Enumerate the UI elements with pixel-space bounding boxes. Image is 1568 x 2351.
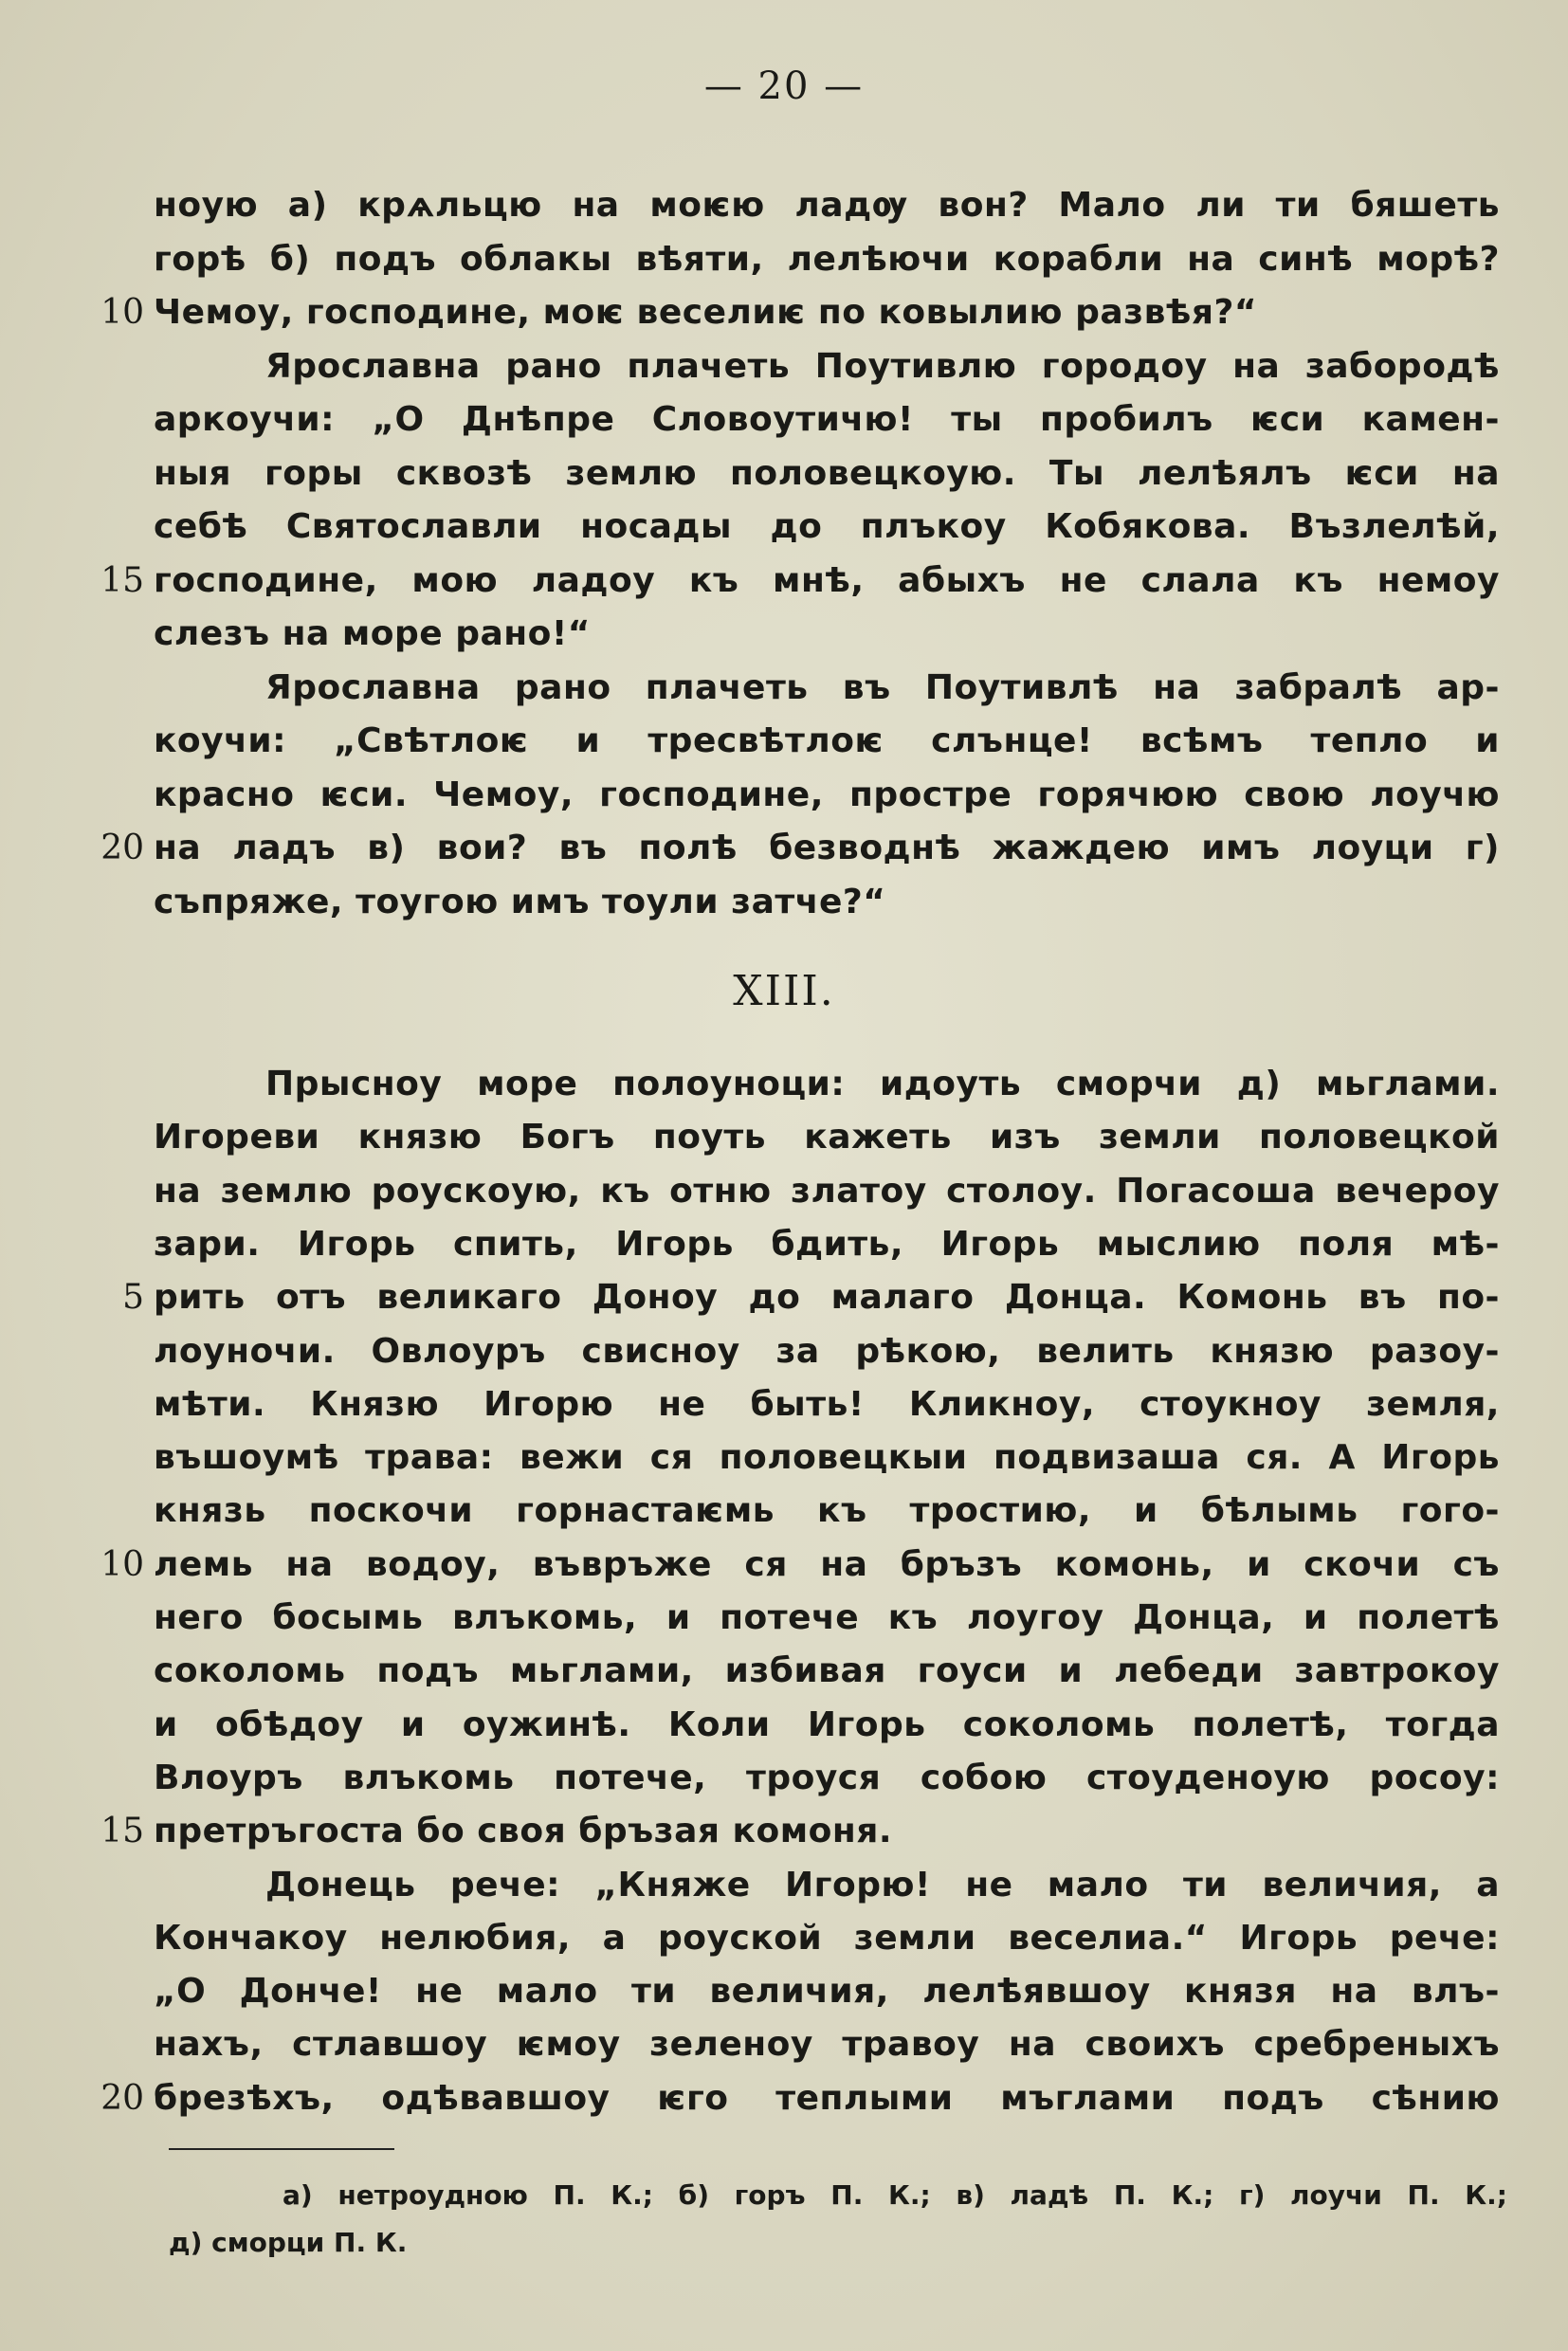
text-line: и обѣдоу и оужинѣ. Коли Игорь соколомь полетѣ, тогда xyxy=(154,1704,1500,1744)
footnote-line: д) сморци П. К. xyxy=(169,2227,408,2258)
page-number: — 20 — xyxy=(703,64,865,108)
text-line: слезъ на море рано!“ xyxy=(154,614,591,653)
text-line: себѣ Святославли носады до плъкоу Кобякова. Възлелѣй, xyxy=(154,507,1500,546)
text-line: нахъ, стлавшоу ѥмоу зеленоу травоу на своихъ сребреныхъ xyxy=(154,2025,1500,2065)
text-line: на землю роускоую, къ отню златоу столоу. Погасоша вечероу xyxy=(154,1171,1500,1211)
text-line: Донець рече: „Княже Игорю! не мало ти величия, а xyxy=(265,1865,1500,1904)
text-line: него босымь влъкомь, и потече къ лоугоу Донца, и полетѣ xyxy=(154,1598,1500,1637)
text-line: съпряже, тоугою имъ тоули затче?“ xyxy=(154,882,886,921)
text-line: Игореви князю Богъ поуть кажеть изъ земли половецкой xyxy=(154,1118,1500,1157)
text-line: Чемоу, господине, моѥ веселиѥ по ковылию развѣя?“ xyxy=(154,293,1258,332)
text-line: горѣ б) подъ облакы вѣяти, лелѣючи корабли на синѣ морѣ? xyxy=(154,239,1500,279)
text-line: господине, мою ладоу къ мнѣ, абыхъ не слала къ немоу xyxy=(154,560,1500,600)
text-line: Кончакоу нелюбия, а роуской земли веселиа.“ Игорь рече: xyxy=(154,1918,1500,1958)
text-line: князь поскочи горнастаѥмь къ тростию, и бѣлымь гого- xyxy=(154,1491,1500,1531)
text-line: ноую а) крѧльцю на моѥю ладѹ вон? Мало ли ти бяшеть xyxy=(154,186,1500,225)
text-line: лемь на водоу, въвръже ся на бръзъ комонь, и скочи съ xyxy=(154,1544,1500,1584)
line-number: 15 xyxy=(100,1812,144,1851)
text-line: красно ѥси. Чемоу, господине, простре горячюю свою лоучю xyxy=(154,775,1500,814)
text-line: ныя горы сквозѣ землю половецкоую. Ты лелѣялъ ѥси на xyxy=(154,453,1500,493)
text-line: рить отъ великаго Доноу до малаго Донца. Комонь въ по- xyxy=(154,1278,1500,1318)
text-line: Прысноу море полоуноци: идоуть сморчи д) мьглами. xyxy=(265,1065,1500,1103)
text-line: „О Донче! не мало ти величия, лелѣявшоу князя на влъ- xyxy=(154,1972,1500,2012)
line-number: 20 xyxy=(100,829,144,867)
text-line: зари. Игорь спить, Игорь бдить, Игорь мыслию поля мѣ- xyxy=(154,1224,1500,1264)
text-line: въшоумѣ трава: вежи ся половецкыи подвизаша ся. А Игорь xyxy=(154,1438,1500,1478)
line-number: 5 xyxy=(122,1278,144,1318)
line-number: 20 xyxy=(100,2078,144,2118)
line-number: 15 xyxy=(100,560,144,600)
text-line: на ладъ в) вои? въ полѣ безводнѣ жаждею имъ лоуци г) xyxy=(154,829,1500,867)
text-line: мѣти. Князю Игорю не быть! Кликноу, стоукноу земля, xyxy=(154,1384,1500,1424)
text-line: лоуночи. Овлоуръ свисноу за рѣкою, велить князю разоу- xyxy=(154,1331,1500,1371)
line-number: 10 xyxy=(100,293,144,332)
text-line: коучи: „Свѣтлоѥ и тресвѣтлоѥ слънце! всѣмъ тепло и xyxy=(154,721,1500,760)
text-line: соколомь подъ мьглами, избивая гоуси и лебеди завтрокоу xyxy=(154,1651,1500,1691)
footnote-line: а) нетроудною П. К.; б) горъ П. К.; в) ладѣ П. К.; г) лоучи П. К.; xyxy=(283,2179,1507,2211)
section-heading: XIII. xyxy=(733,967,835,1015)
footnote-rule xyxy=(169,2148,394,2150)
text-line: претръгоста бо своя бръзая комоня. xyxy=(154,1812,893,1851)
text-line: Ярославна рано плачеть въ Поутивлѣ на забралѣ ар- xyxy=(265,667,1500,707)
text-line: Влоуръ влъкомь потече, троуся собою стоуденоую росоу: xyxy=(154,1758,1500,1797)
text-line: аркоучи: „О Днѣпре Словоутичю! ты пробилъ ѥси камен- xyxy=(154,400,1500,439)
line-number: 10 xyxy=(100,1544,144,1584)
text-line: брезѣхъ, одѣвавшоу ѥго теплыми мъглами подъ сѣнию xyxy=(154,2078,1500,2118)
text-line: Ярославна рано плачеть Поутивлю городоу на забородѣ xyxy=(265,346,1500,386)
